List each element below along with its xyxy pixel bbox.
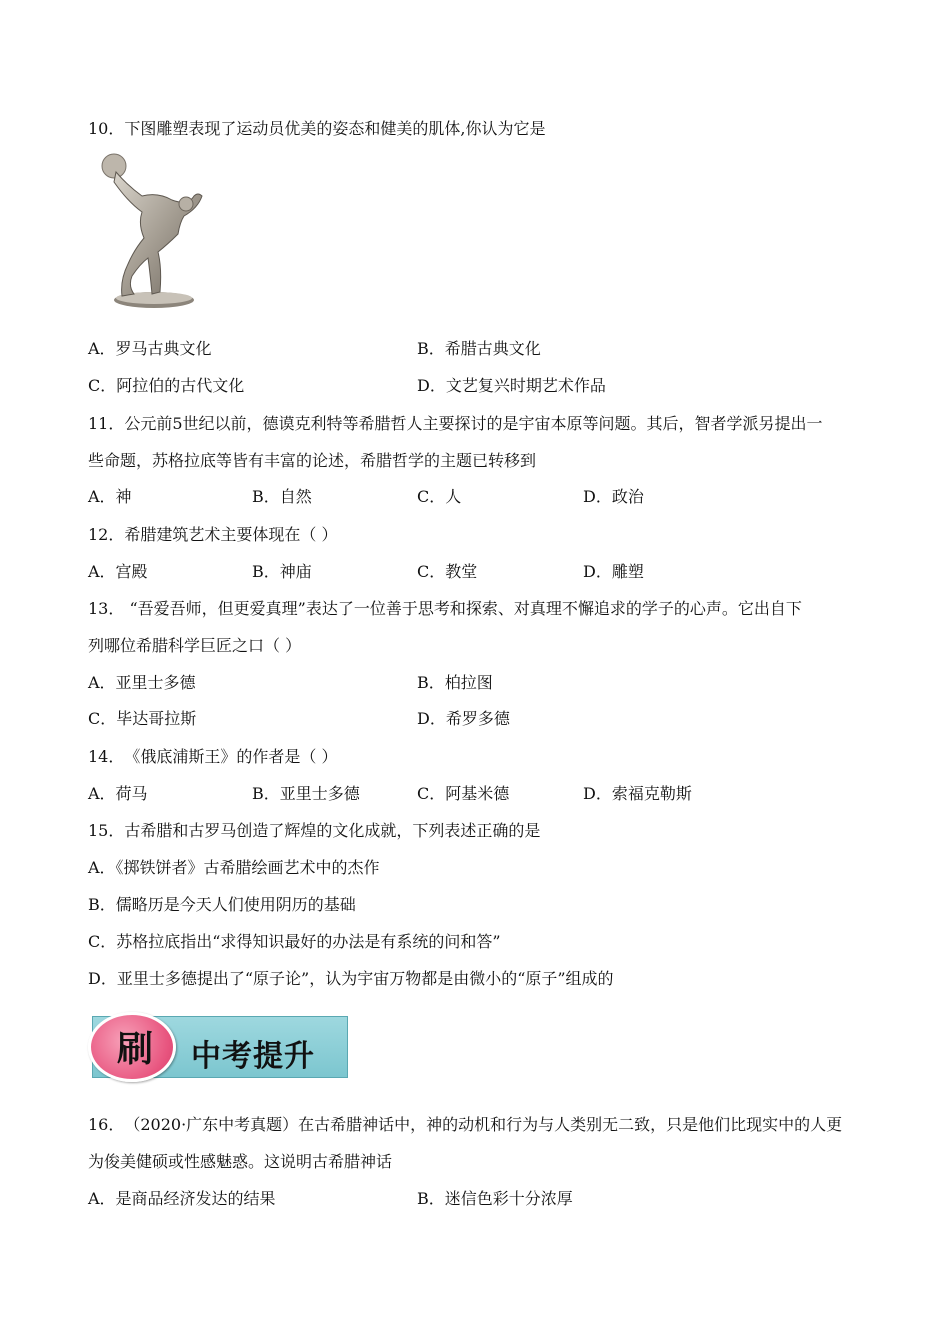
option-15-c: C．苏格拉底指出“求得知识最好的办法是有系统的问和答”	[88, 932, 501, 951]
option-14-b: B．亚里士多德	[252, 784, 360, 803]
question-13-stem-line-2: 列哪位希腊科学巨匠之口（ ）	[88, 636, 302, 655]
option-10-d: D．文艺复兴时期艺术作品	[417, 376, 606, 395]
question-15-stem: 15．古希腊和古罗马创造了辉煌的文化成就，下列表述正确的是	[88, 821, 541, 840]
question-11-stem-line-1: 11．公元前5世纪以前，德谟克利特等希腊哲人主要探讨的是宇宙本原等问题。其后，智者学派另提出一	[88, 414, 823, 433]
question-13-stem-line-1: 13． “吾爱吾师，但更爱真理”表达了一位善于思考和探索、对真理不懈追求的学子的心声。它出自下	[88, 599, 802, 618]
question-12-stem: 12．希腊建筑艺术主要体现在（ ）	[88, 525, 338, 544]
option-14-d: D．索福克勒斯	[583, 784, 692, 803]
option-10-a: A．罗马古典文化	[88, 339, 212, 358]
option-11-c: C．人	[417, 487, 462, 506]
banner-char: 刷	[116, 1029, 153, 1070]
option-13-d: D．希罗多德	[417, 709, 510, 728]
option-13-c: C．毕达哥拉斯	[88, 709, 197, 728]
option-10-c: C．阿拉伯的古代文化	[88, 376, 245, 395]
option-15-d: D．亚里士多德提出了“原子论”，认为宇宙万物都是由微小的“原子”组成的	[88, 969, 614, 988]
option-11-d: D．政治	[583, 487, 644, 506]
discobolus-statue-image	[98, 152, 206, 312]
option-10-b: B．希腊古典文化	[417, 339, 541, 358]
option-14-a: A．荷马	[88, 784, 148, 803]
option-15-a: A．《掷铁饼者》古希腊绘画艺术中的杰作	[88, 858, 380, 877]
question-14-stem: 14．《俄底浦斯王》的作者是（ ）	[88, 747, 338, 766]
question-16-stem-line-1: 16．（2020·广东中考真题）在古希腊神话中，神的动机和行为与人类别无二致，只是他们比现实中的人更	[88, 1115, 843, 1134]
banner-circle	[88, 1012, 176, 1082]
question-10-stem: 10．下图雕塑表现了运动员优美的姿态和健美的肌体,你认为它是	[88, 119, 546, 138]
section-banner	[88, 1012, 350, 1082]
option-16-a: A．是商品经济发达的结果	[88, 1189, 276, 1208]
option-12-d: D．雕塑	[583, 562, 644, 581]
option-15-b: B．儒略历是今天人们使用阴历的基础	[88, 895, 356, 914]
option-12-b: B．神庙	[252, 562, 312, 581]
option-11-b: B．自然	[252, 487, 312, 506]
option-12-a: A．宫殿	[88, 562, 148, 581]
banner-title: 中考提升	[191, 1039, 315, 1074]
option-12-c: C．教堂	[417, 562, 478, 581]
option-13-a: A．亚里士多德	[88, 673, 196, 692]
option-13-b: B．柏拉图	[417, 673, 493, 692]
option-14-c: C．阿基米德	[417, 784, 510, 803]
option-11-a: A．神	[88, 487, 132, 506]
option-16-b: B．迷信色彩十分浓厚	[417, 1189, 573, 1208]
question-16-stem-line-2: 为俊美健硕或性感魅惑。这说明古希腊神话	[88, 1152, 393, 1171]
question-11-stem-line-2: 些命题，苏格拉底等皆有丰富的论述，希腊哲学的主题已转移到	[88, 451, 537, 470]
